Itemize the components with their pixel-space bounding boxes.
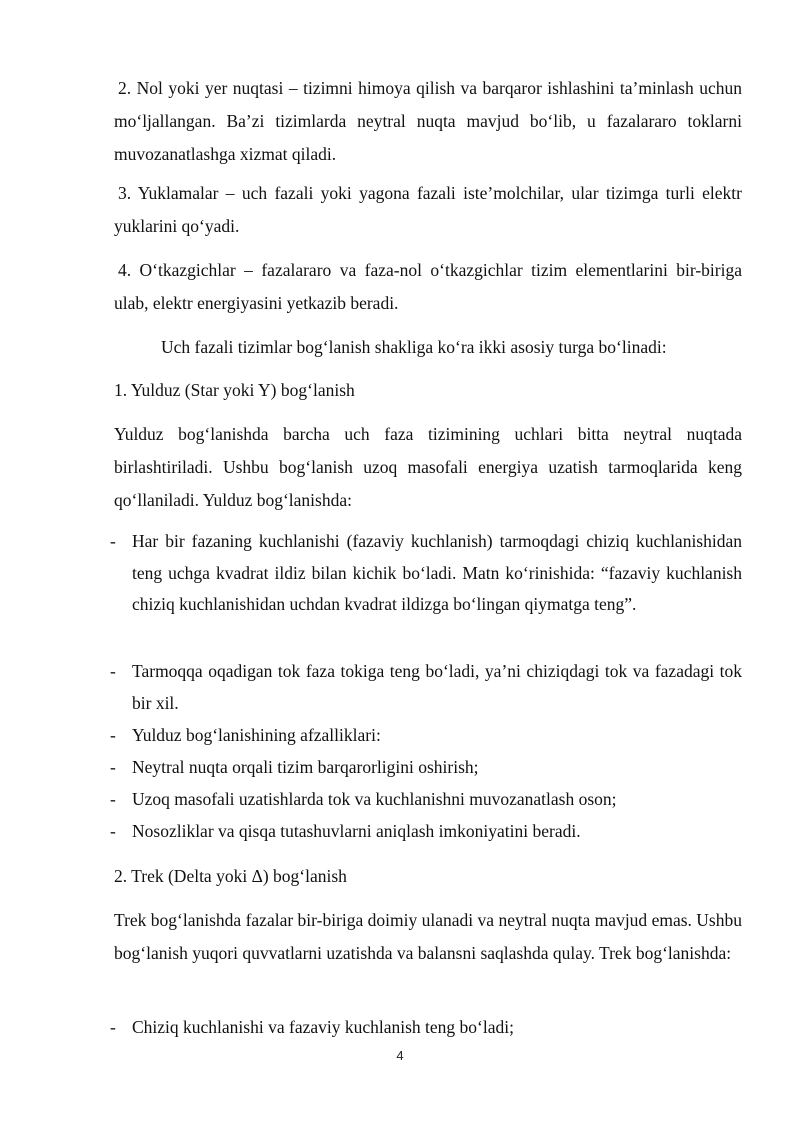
heading-delta-connection: 2. Trek (Delta yoki Δ) bog‘lanish [114, 866, 347, 886]
list-dash: - [110, 789, 116, 809]
list-item-text: Uzoq masofali uzatishlarda tok va kuchlanishni muvozanatlash oson; [132, 789, 617, 809]
list-item-text: Tarmoqqa oqadigan tok faza tokiga teng bo‘ladi, ya’ni chiziqdagi tok va fazadagi tok bir xil. [132, 661, 742, 713]
list-dash: - [110, 661, 116, 681]
paragraph-ground-point: 2. Nol yoki yer nuqtasi – tizimni himoya qilish va barqaror ishlashini ta’minlash uchun mo‘ljallangan. Ba’zi tizimlarda neytral nuqta mavjud bo‘lib, u fazalararo toklarni muvozanatlashga xizmat qiladi. [114, 78, 742, 164]
list-dash: - [110, 531, 116, 551]
page-number: 4 [396, 1048, 404, 1063]
list-item-text: Chiziq kuchlanishi va fazaviy kuchlanish teng bo‘ladi; [132, 1017, 514, 1037]
list-item-text: Har bir fazaning kuchlanishi (fazaviy kuchlanish) tarmoqdagi chiziq kuchlanishidan teng uchga kvadrat ildiz bilan kichik bo‘ladi. Matn ko‘rinishida: “fazaviy kuchlanish chiziq kuchlanishidan uchdan kvadrat ildizga bo‘lingan qiymatga teng”. [132, 531, 742, 614]
list-item-text: Nosozliklar va qisqa tutashuvlarni aniqlash imkoniyatini beradi. [132, 821, 581, 841]
paragraph-star-description: Yulduz bog‘lanishda barcha uch faza tizimining uchlari bitta neytral nuqtada birlashtiriladi. Ushbu bog‘lanish uzoq masofali energiya uzatish tarmoqlarida keng qo‘llaniladi. Yulduz bog‘lanishda: [114, 424, 742, 510]
list-dash: - [110, 757, 116, 777]
list-dash: - [110, 725, 116, 745]
list-item-text: Yulduz bog‘lanishining afzalliklari: [132, 725, 381, 745]
list-dash: - [110, 821, 116, 841]
paragraph-conductors: 4. O‘tkazgichlar – fazalararo va faza-nol o‘tkazgichlar tizim elementlarini bir-biriga ulab, elektr energiyasini yetkazib beradi. [114, 260, 742, 313]
paragraph-delta-description: Trek bog‘lanishda fazalar bir-biriga doimiy ulanadi va neytral nuqta mavjud emas. Ushbu bog‘lanish yuqori quvvatlarni uzatishda va balansni saqlashda qulay. Trek bog‘lanishda: [114, 910, 742, 963]
heading-star-connection: 1. Yulduz (Star yoki Y) bog‘lanish [114, 380, 355, 400]
paragraph-connection-types: Uch fazali tizimlar bog‘lanish shakliga ko‘ra ikki asosiy turga bo‘linadi: [161, 337, 667, 357]
list-item-text: Neytral nuqta orqali tizim barqarorligini oshirish; [132, 757, 479, 777]
paragraph-loads: 3. Yuklamalar – uch fazali yoki yagona fazali iste’molchilar, ular tizimga turli elektr yuklarini qo‘yadi. [114, 183, 742, 236]
list-dash: - [110, 1017, 116, 1037]
